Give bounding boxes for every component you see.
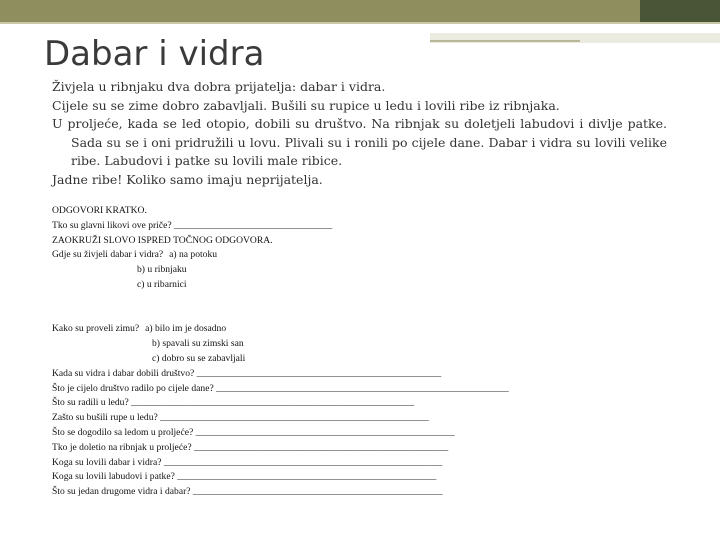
option-b: b) spavali su zimski san [152,338,244,350]
quiz-heading-circle: ZAOKRUŽI SLOVO ISPRED TOČNOG ODGOVORA. [52,234,273,246]
open-question: Zašto su bušili rupe u ledu? ________________________________________________________ [52,412,429,424]
story-text [52,78,667,189]
open-question: Što je cijelo društvo radilo po cijele dane? _____________________________________________________________ [52,382,509,394]
open-question: Kada su vidra i dabar dobili društvo? ___________________________________________________ [52,367,442,379]
option-a: a) na potoku [169,249,218,261]
option-c: c) u ribarnici [137,278,187,290]
question-text: Gdje su živjeli dabar i vidra? [52,249,164,261]
quiz-section [52,204,509,500]
header-bar-band [0,0,720,22]
story-paragraph: Živjela u ribnjaku dva dobra prijatelja: dabar i vidra. [52,79,386,94]
open-question: Koga su lovili dabar i vidra? __________________________________________________________ [52,456,443,468]
story-paragraph: Cijele su se zime dobro zabavljali. Bušili su rupice u ledu i lovili ribe iz ribnjaka. [52,97,560,113]
story-paragraph: Jadne ribe! Koliko samo imaju neprijatelja. [52,171,323,187]
option-b: b) u ribnjaku [137,264,187,276]
open-question: Što su jedan drugome vidra i dabar? ____________________________________________________ [52,486,443,498]
story-paragraph: U proljeće, kada se led otopio, dobili su društvo. Na ribnjak su doletjeli labudovi i divlje patke. Sada su se i oni pridružili u lovu. Plivali su i ronili po cijele dane. Dabar i vidra su lovili velike ribe. Labudovi i patke su lovili male ribice. [52,116,667,168]
question-where-lived [52,248,509,263]
open-question: Što se dogodilo sa ledom u proljeće? ______________________________________________________ [52,426,455,438]
option-a: a) bilo im je dosadno [145,323,227,335]
quiz-heading-short: ODGOVORI KRATKO. [52,205,147,216]
page-title: Dabar i vidra [44,34,265,74]
option-c: c) dobro su se zabavljali [152,352,246,364]
header-bar-rule [0,22,720,24]
question-main-characters: Tko su glavni likovi ove priče? _________________________________ [52,219,333,231]
open-question: Što su radili u ledu? ___________________________________________________________ [52,397,415,409]
open-question: Koga su lovili labudovi i patke? ______________________________________________________ [52,471,437,483]
title-accent-line [430,40,580,42]
question-text: Kako su proveli zimu? [52,323,140,335]
header-bar [0,0,720,22]
question-winter [52,322,509,337]
open-question: Tko je doletio na ribnjak u proljeće? _____________________________________________________ [52,441,449,453]
header-bar-accent [640,0,720,22]
